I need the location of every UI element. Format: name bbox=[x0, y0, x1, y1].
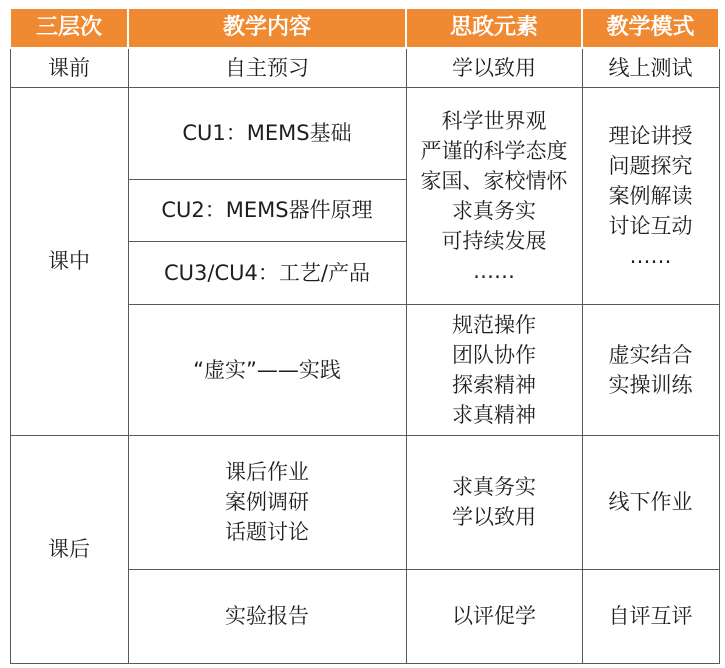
practice-modes bbox=[582, 304, 719, 435]
header-teaching-mode: 教学模式 bbox=[582, 8, 719, 48]
post-class-task-mode: 线下作业 bbox=[582, 435, 719, 569]
mode-item: 实操训练 bbox=[608, 372, 693, 397]
header-levels: 三层次 bbox=[10, 8, 128, 48]
in-class-elements bbox=[406, 87, 582, 304]
in-class-modes bbox=[582, 87, 719, 304]
element-item: 求真务实 bbox=[452, 475, 536, 499]
mode-item: …… bbox=[629, 243, 672, 268]
post-class-row-tasks bbox=[10, 435, 719, 569]
header-content: 教学内容 bbox=[128, 8, 406, 48]
header-ideological-elements: 思政元素 bbox=[406, 8, 582, 48]
element-item: …… bbox=[473, 258, 515, 283]
mode-item: 虚实结合 bbox=[608, 342, 693, 367]
task-item: 课后作业 bbox=[225, 460, 309, 484]
post-class-report: 实验报告 bbox=[128, 569, 406, 663]
post-class-tasks bbox=[128, 435, 406, 569]
pre-class-mode: 线上测试 bbox=[582, 48, 719, 87]
element-item: 严谨的科学态度 bbox=[420, 138, 568, 163]
header-row bbox=[10, 8, 719, 48]
pre-class-content: 自主预习 bbox=[128, 48, 406, 87]
mode-item: 讨论互动 bbox=[608, 213, 693, 238]
mode-item: 理论讲授 bbox=[608, 123, 693, 148]
element-item: 家国、家校情怀 bbox=[420, 168, 568, 193]
practice-content: “虚实”——实践 bbox=[128, 304, 406, 435]
post-class-report-mode: 自评互评 bbox=[582, 569, 719, 663]
post-class-report-element: 以评促学 bbox=[406, 569, 582, 663]
in-class-row-cu1 bbox=[10, 87, 719, 179]
pre-class-element: 学以致用 bbox=[406, 48, 582, 87]
mode-item: 问题探究 bbox=[608, 153, 693, 178]
post-class-task-elements bbox=[406, 435, 582, 569]
unit-cu1: CU1：MEMS基础 bbox=[128, 87, 406, 179]
element-item: 探索精神 bbox=[452, 372, 536, 397]
task-item: 话题讨论 bbox=[225, 520, 309, 544]
unit-cu2: CU2：MEMS器件原理 bbox=[128, 179, 406, 241]
practice-elements bbox=[406, 304, 582, 435]
pre-class-stage: 课前 bbox=[10, 48, 128, 87]
element-item: 学以致用 bbox=[452, 505, 536, 529]
in-class-stage: 课中 bbox=[10, 87, 128, 435]
unit-cu3-cu4: CU3/CU4：工艺/产品 bbox=[128, 241, 406, 304]
element-item: 团队协作 bbox=[452, 342, 536, 367]
element-item: 科学世界观 bbox=[441, 108, 547, 133]
task-item: 案例调研 bbox=[225, 490, 309, 514]
pre-class-row bbox=[10, 48, 719, 87]
element-item: 可持续发展 bbox=[441, 228, 547, 253]
element-item: 规范操作 bbox=[452, 312, 536, 337]
teaching-design-table bbox=[9, 7, 720, 664]
element-item: 求真务实 bbox=[452, 198, 536, 223]
post-class-stage: 课后 bbox=[10, 435, 128, 663]
mode-item: 案例解读 bbox=[608, 183, 693, 208]
element-item: 求真精神 bbox=[452, 402, 536, 427]
